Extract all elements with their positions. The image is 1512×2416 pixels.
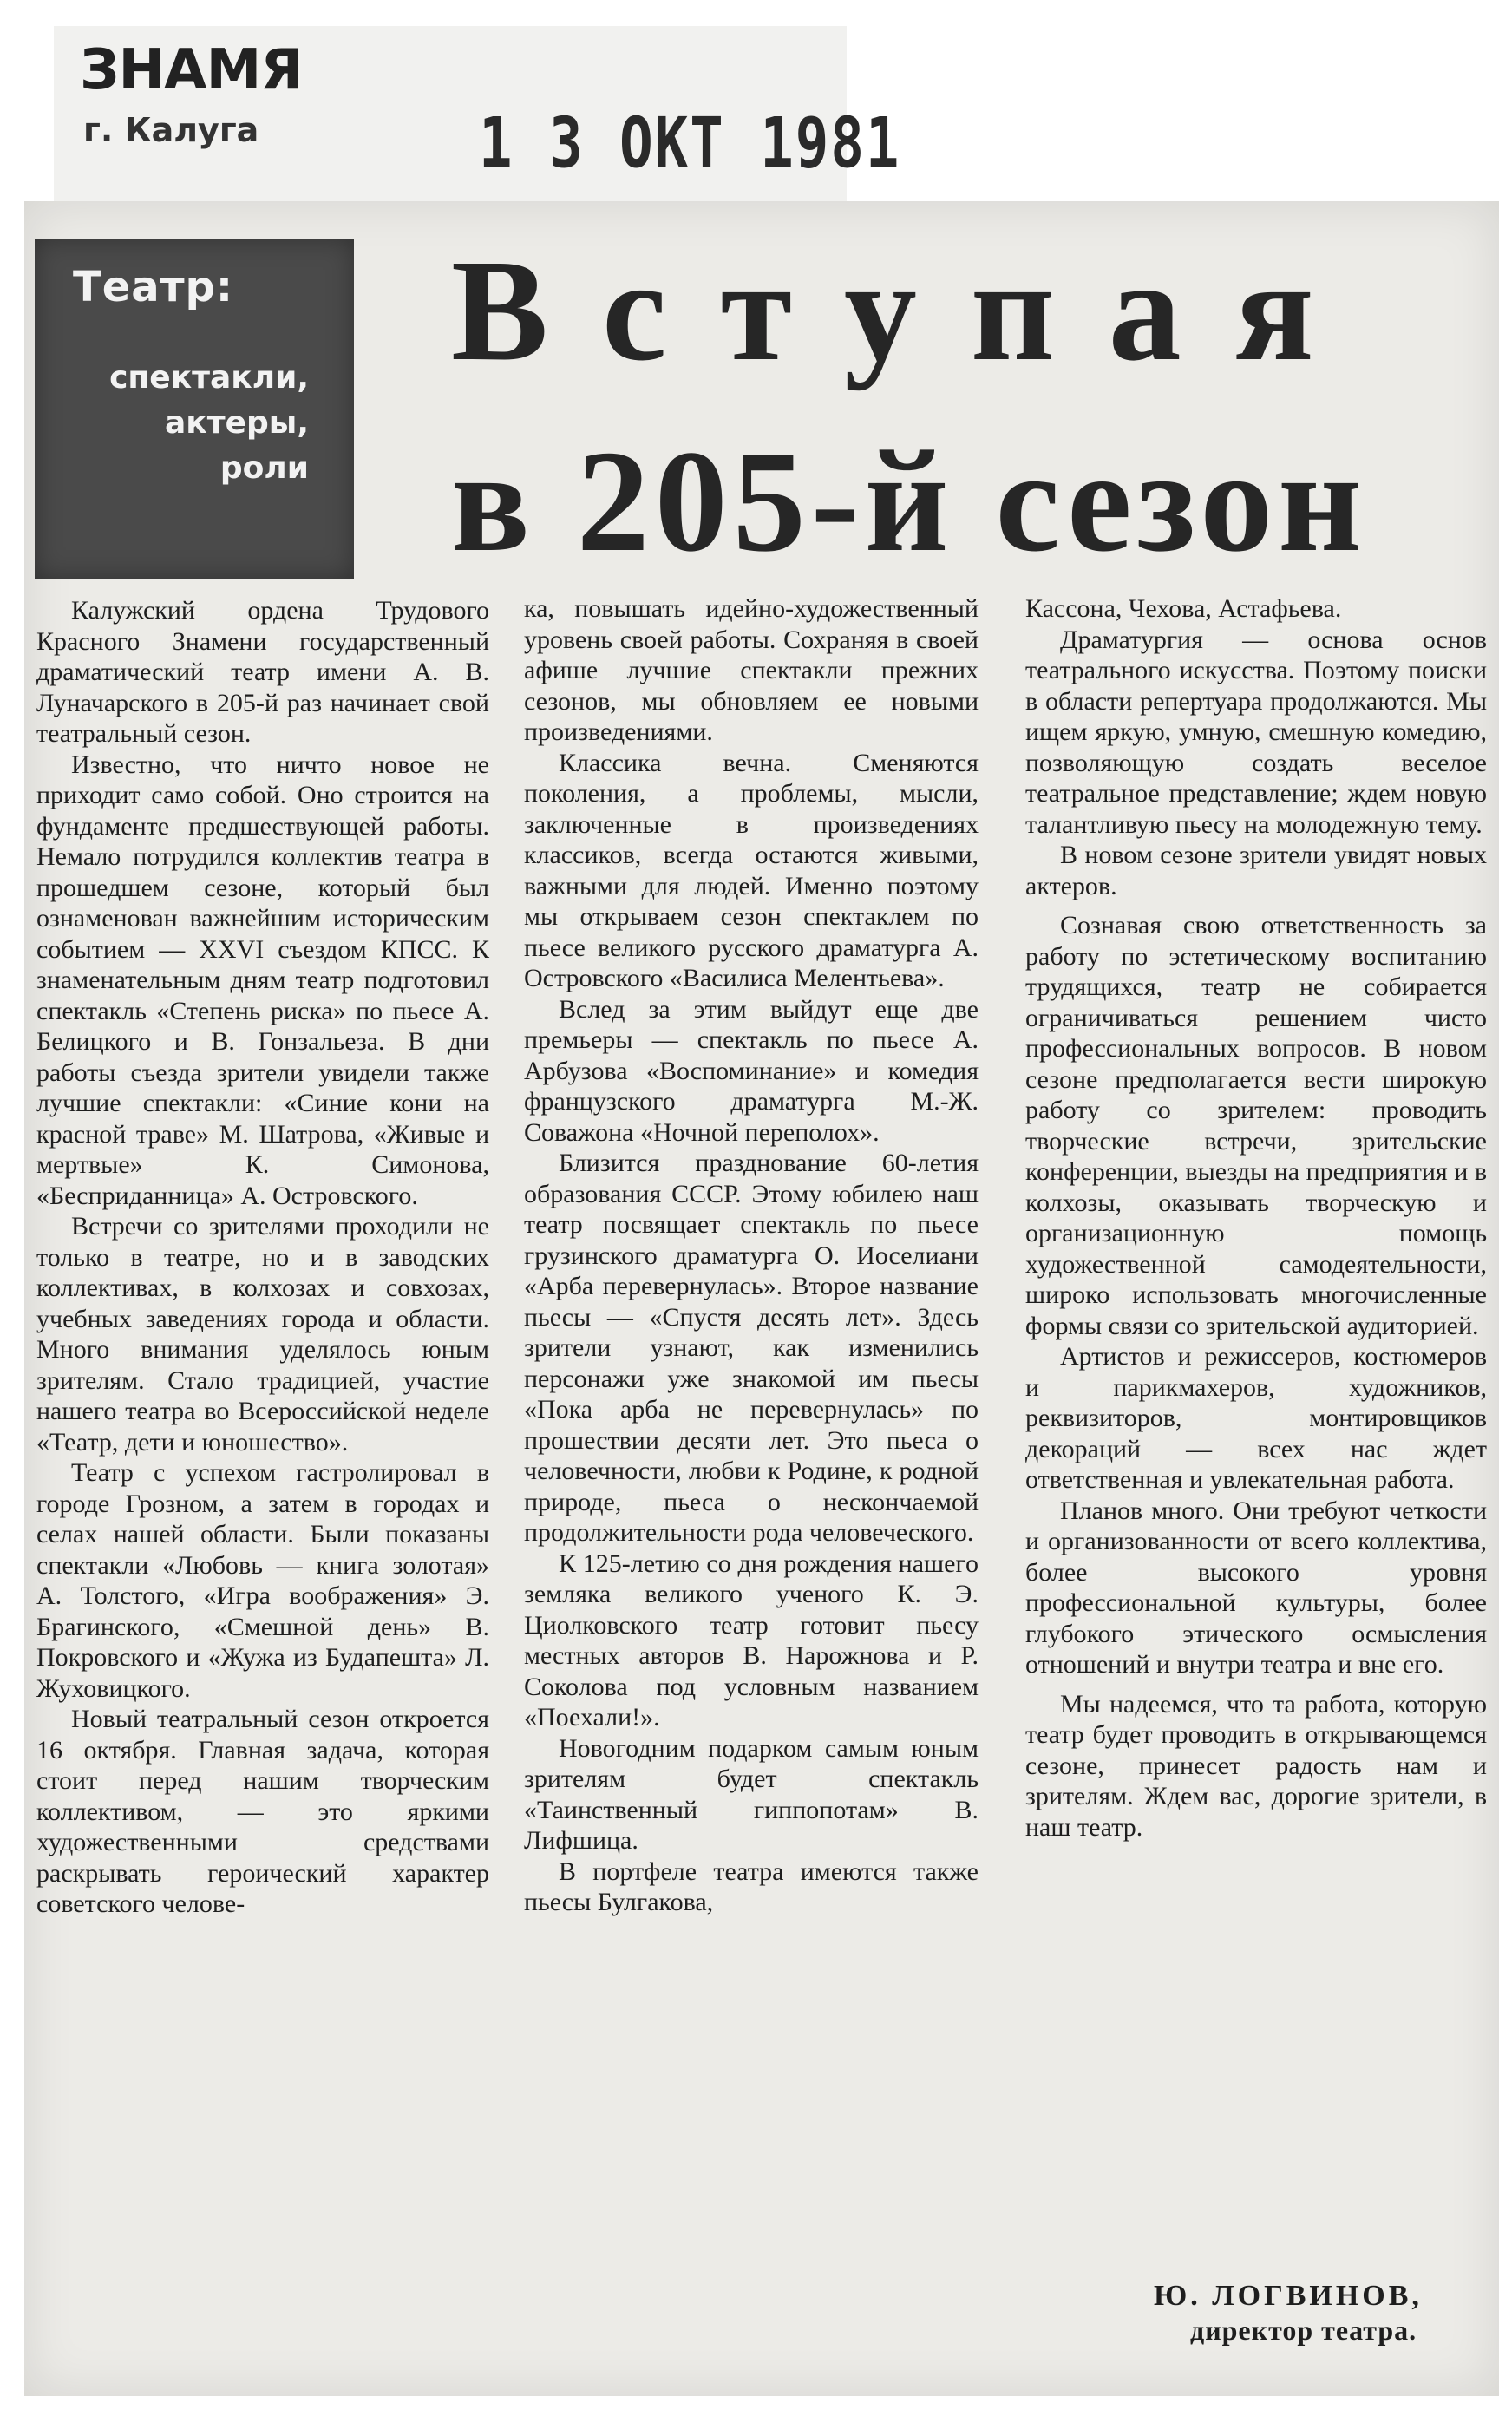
newspaper-city: г. Калуга	[83, 111, 259, 149]
rubric-title: Театр:	[73, 263, 234, 311]
paragraph: К 125-летию со дня рождения нашего земляка великого ученого К. Э. Циолковского театр готовит пьесу местных авторов В. Нарожнова и Р. Соколова под условным названием «Поехали!».	[524, 1548, 979, 1732]
paragraph: Близится празднование 60-летия образования СССР. Этому юбилею наш театр посвящает спектакль по пьесе грузинского драматурга О. Иоселиани «Арба перевернулась». Второе название пьесы — «Спустя десять лет». Здесь зрители узнают, как изменились персонажи уже знакомой им пьесы «Пока арба не перевернулась» по прошествии десяти лет. Это пьеса о человечности, любви к Родине, к родной природе, пьеса о нескончаемой продолжительности рода человеческого.	[524, 1149, 979, 1547]
paragraph: Планов много. Они требуют четкости и организованности от всего коллектива, более высокого уровня профессиональной культуры, более глубокого этического осмысления отношений и внутри театра и вне его.	[1025, 1496, 1487, 1679]
paragraph: ка, повышать идейно-художественный уровень своей работы. Сохраняя в своей афише лучшие спектакли прежних сезонов, мы обновляем ее новыми произведениями.	[524, 594, 979, 746]
paragraph: Новогодним подарком самым юным зрителям будет спектакль «Таинственный гиппопотам» В. Лифшица.	[524, 1733, 979, 1855]
paragraph: Мы надеемся, что та работа, которую театр будет проводить в открывающемся сезоне, принесет радость нам и зрителям. Ждем вас, дорогие зрители, в наш театр.	[1025, 1689, 1487, 1842]
rubric-line: актеры,	[164, 405, 309, 441]
headline-line-1: Вступая	[451, 230, 1368, 391]
paragraph: Драматургия — основа основ театрального искусства. Поэтому поиски в области репертуара продолжаются. Мы ищем яркую, умную, смешную комедию, позволяющую создать веселое театральное представление; ждем новую талантливую пьесу на молодежную тему.	[1025, 625, 1487, 839]
rubric-line: роли	[219, 450, 309, 486]
article-column-3	[1025, 593, 1487, 1843]
paragraph: В новом сезоне зрители увидят новых актеров.	[1025, 841, 1487, 900]
paragraph: Новый театральный сезон откроется 16 октября. Главная задача, которая стоит перед нашим творческим коллективом, — это яркими художественными средствами раскрывать героический характер советского челове-	[36, 1705, 489, 1918]
rubric-line: спектакли,	[109, 360, 309, 396]
rubric-box	[35, 239, 354, 579]
headline-line-2: в 205-й сезон	[451, 421, 1367, 582]
paragraph: Кассона, Чехова, Астафьева.	[1025, 594, 1342, 623]
date-stamp: 1 3 ОКТ 1981	[479, 104, 901, 185]
paragraph: В портфеле театра имеются также пьесы Булгакова,	[524, 1856, 979, 1916]
paragraph: Вслед за этим выйдут еще две премьеры — спектакль по пьесе А. Арбузова «Воспоминание» и комедия французского драматурга М.-Ж. Соважона «Ночной переполох».	[524, 994, 979, 1147]
paragraph: Классика вечна. Сменяются поколения, а проблемы, мысли, заключенные в произведениях классиков, всегда остаются живыми, важными для людей. Именно поэтому мы открываем сезон спектаклем по пьесе великого русского драматурга А. Островского «Василиса Мелентьева».	[524, 748, 979, 992]
article-column-2	[524, 593, 979, 1918]
paragraph: Сознавая свою ответственность за работу по эстетическому воспитанию трудящихся, театр не собирается ограничиваться решением чисто профессиональных вопросов. В новом сезоне предполагается вести широкую работу со зрителем: проводить творческие встречи, зрительские конференции, выезды на предприятия и в колхозы, оказывать творческую и организационную помощь художественной самодеятельности, широко использовать многочисленные формы связи со зрительской аудиторией.	[1025, 911, 1487, 1340]
paragraph: Известно, что ничто новое не приходит само собой. Оно строится на фундаменте предшествующей работы. Немало потрудился коллектив театра в прошедшем сезоне, который был ознаменован важнейшим историческим событием — XXVI съездом КПСС. К знаменательным дням театр подготовил спектакль «Степень риска» по пьесе А. Белицкого и В. Гонзальеза. В дни работы съезда зрители увидели также лучшие спектакли: «Синие кони на красной траве» М. Шатрова, «Живые и мертвые» К. Симонова, «Бесприданница» А. Островского.	[36, 750, 489, 1210]
author-signature: Ю. ЛОГВИНОВ,	[1154, 2280, 1423, 2312]
paragraph: Калужский ордена Трудового Красного Знамени государственный драматический театр имени А. В. Луначарского в 205-й раз начинает свой театральный сезон.	[36, 596, 489, 748]
newspaper-name: ЗНАМЯ	[80, 38, 303, 102]
author-position: директор театра.	[1190, 2315, 1417, 2346]
paragraph: Встречи со зрителями проходили не только в театре, но и в заводских коллективах, в колхозах и совхозах, учебных заведениях города и области. Много внимания уделялось юным зрителям. Стало традицией, участие нашего театра во Всероссийской неделе «Театр, дети и юношество».	[36, 1212, 489, 1457]
paragraph: Артистов и режиссеров, костюмеров и парикмахеров, художников, реквизиторов, монтировщиков декораций — всех нас ждет ответственная и увлекательная работа.	[1025, 1342, 1487, 1494]
article-column-1	[36, 595, 489, 1920]
paragraph: Театр с успехом гастролировал в городе Грозном, а затем в городах и селах нашей области. Были показаны спектакли «Любовь — книга золотая» А. Толстого, «Игра воображения» Э. Брагинского, «Смешной день» В. Покровского и «Жужа из Будапешта» Л. Жуховицкого.	[36, 1458, 489, 1703]
